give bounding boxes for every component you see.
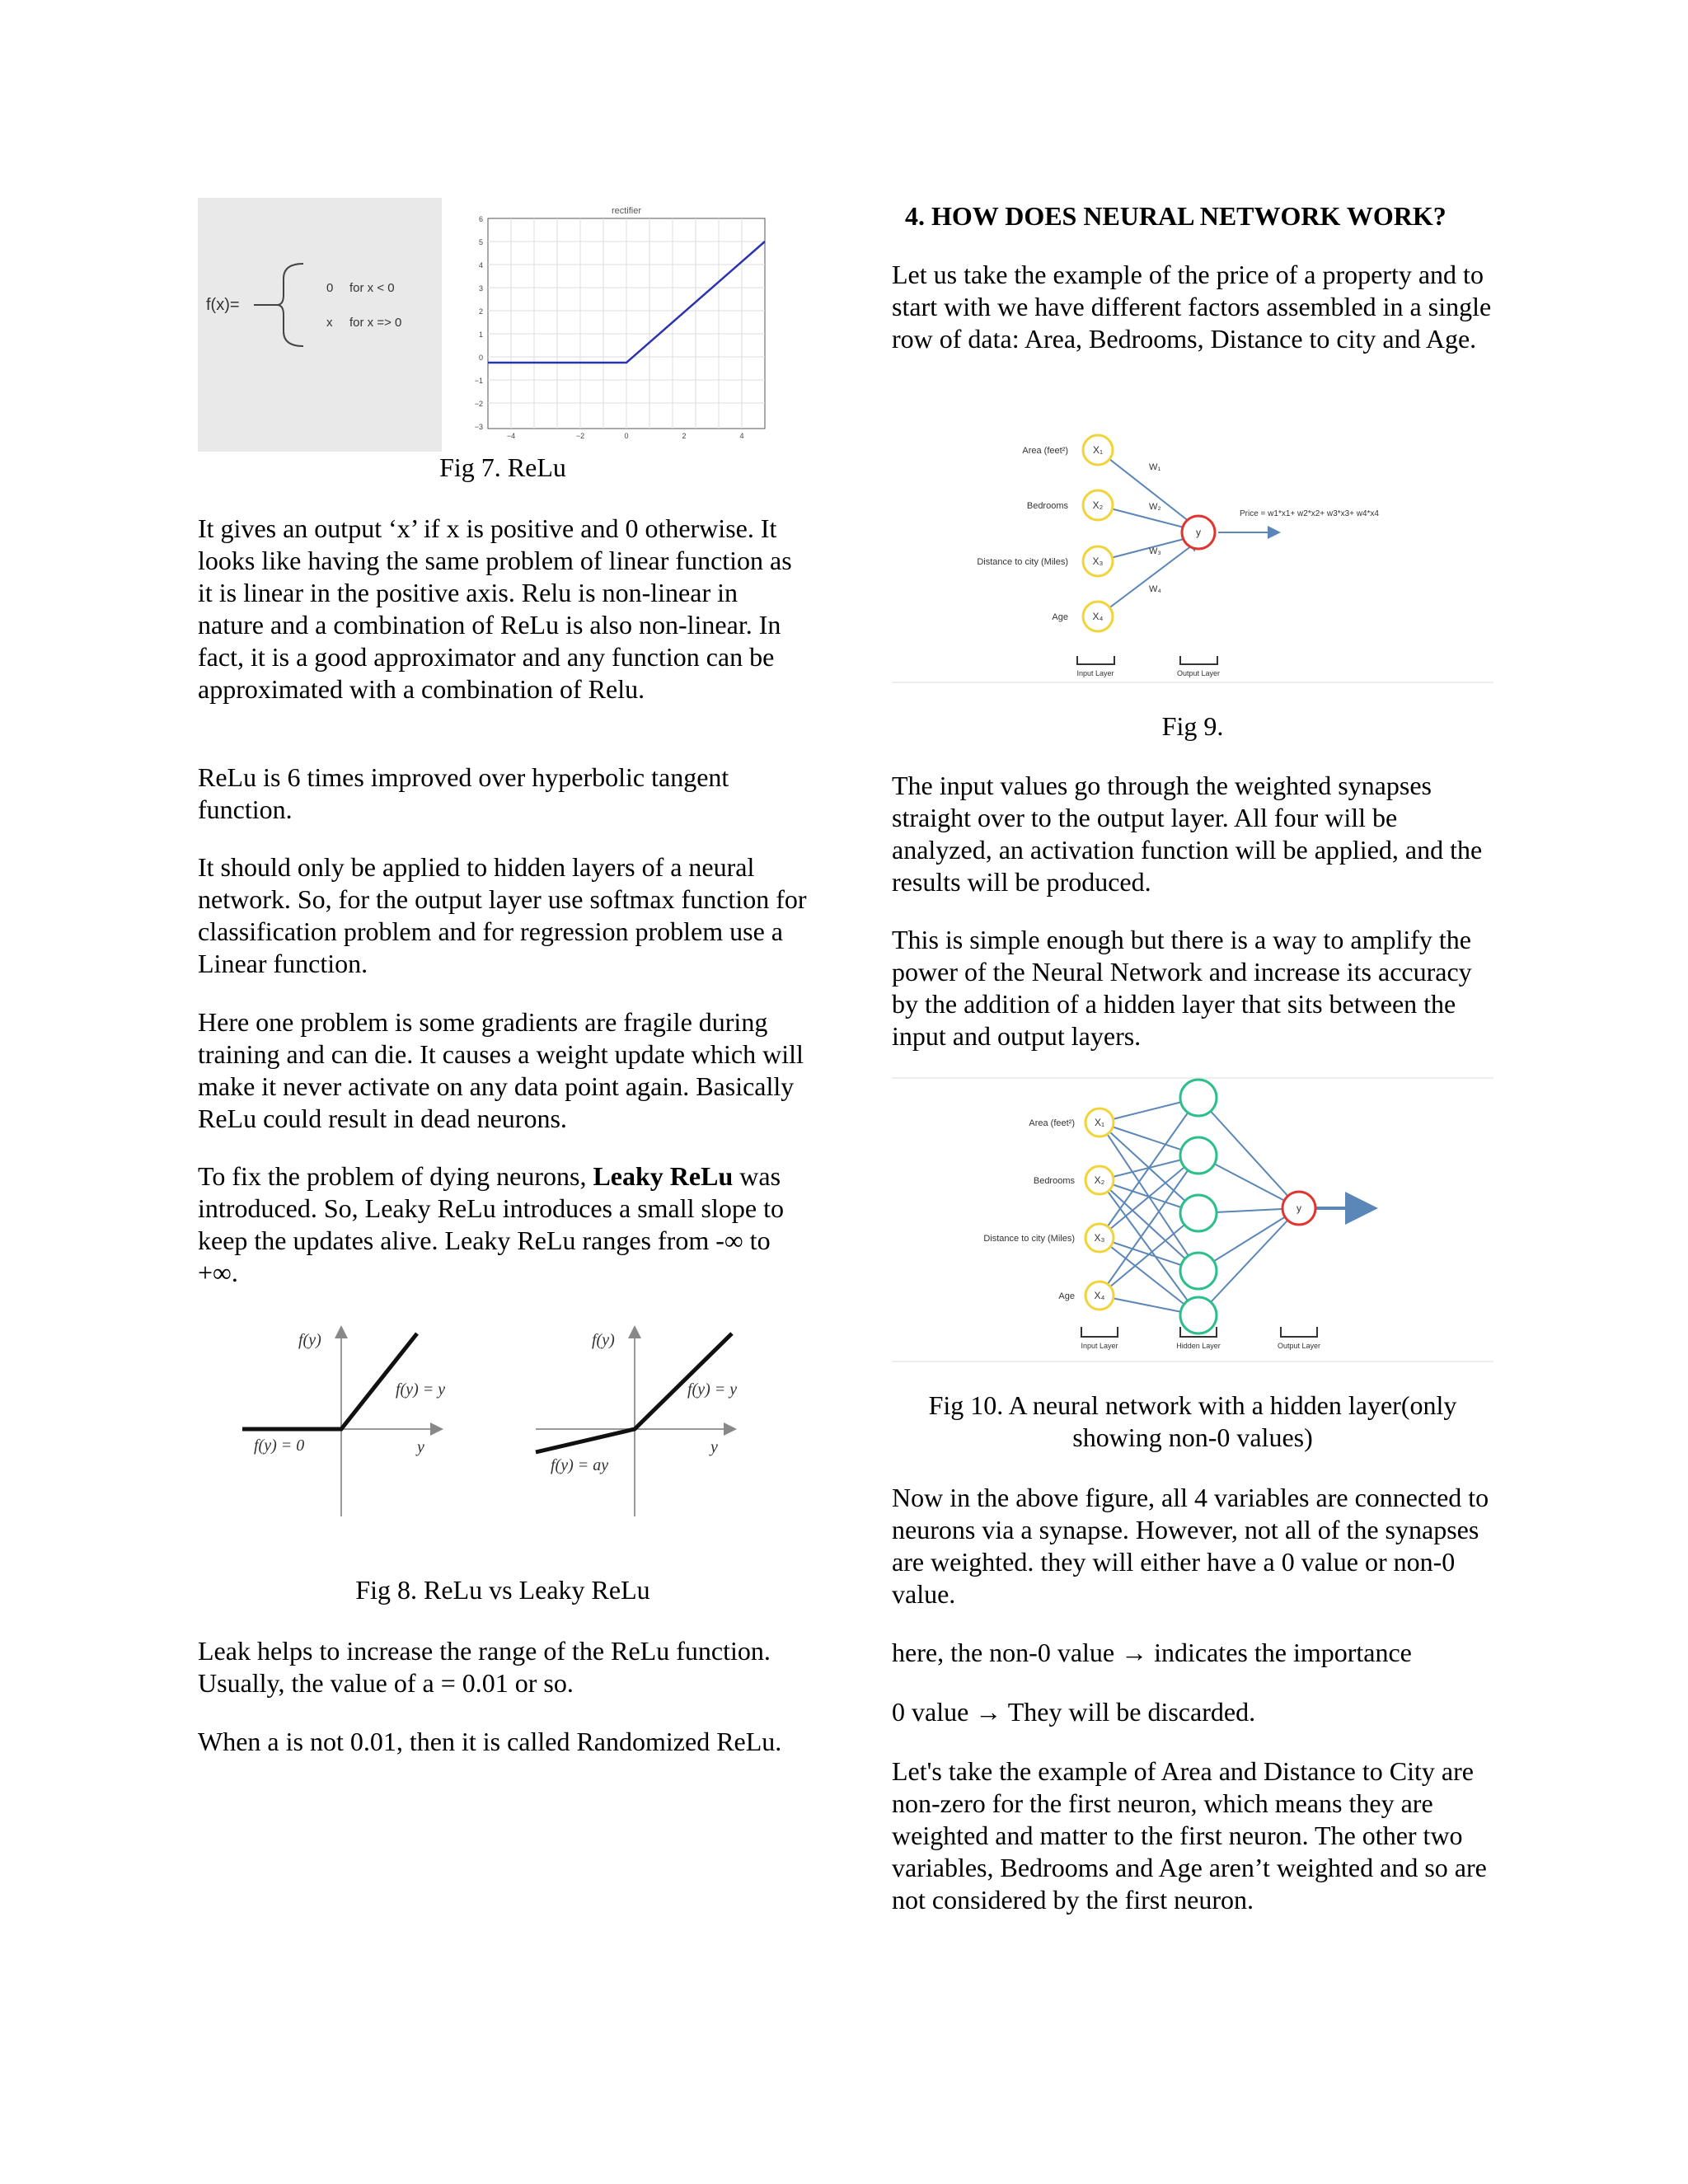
ytick: 6 bbox=[478, 215, 483, 223]
rectifier-plot-svg bbox=[445, 202, 775, 441]
weight-label: W₂ bbox=[1149, 502, 1161, 512]
ytick: 3 bbox=[478, 284, 483, 293]
ytick: 4 bbox=[478, 261, 483, 269]
formula-brace bbox=[277, 264, 303, 346]
hidden-node bbox=[1180, 1137, 1217, 1174]
output-layer-label: Output Layer bbox=[1277, 1342, 1321, 1350]
xtick: 2 bbox=[682, 432, 687, 440]
case0-condition: for x < 0 bbox=[349, 281, 395, 295]
fig10-caption-line2: showing non-0 values) bbox=[1072, 1422, 1313, 1452]
fig7-formula-svg bbox=[198, 198, 442, 452]
right-text: Let's take the example of Area and Distance to City are non-zero for the first neuron, which means they are weighted and matter to the first neuron. The other two variables, Bedrooms and Age aren’t weighted and so are not considered by the first neuron. bbox=[892, 1756, 1487, 1915]
fig10-caption bbox=[892, 1390, 1493, 1454]
left-text: ReLu is 6 times improved over hyperbolic tangent function. bbox=[198, 762, 729, 824]
relu-fy-eq-y: f(y) = y bbox=[396, 1380, 446, 1399]
left-para-1 bbox=[198, 513, 808, 705]
hidden-node bbox=[1180, 1253, 1217, 1289]
xtick: −4 bbox=[506, 432, 516, 440]
output-layer-bracket bbox=[1281, 1327, 1317, 1337]
right-para-3 bbox=[892, 924, 1493, 1052]
relu-curve bbox=[242, 1333, 417, 1429]
fig10-caption-line1: Fig 10. A neural network with a hidden layer(only bbox=[928, 1390, 1457, 1420]
input-node-label: X₄ bbox=[1094, 1290, 1105, 1301]
leaky-fy-label: f(y) bbox=[592, 1331, 615, 1349]
fig9-caption: Fig 9. bbox=[1161, 711, 1224, 741]
formula-lhs: f(x)= bbox=[206, 296, 240, 314]
left-text: To fix the problem of dying neurons, bbox=[198, 1161, 593, 1191]
weight-label: W₁ bbox=[1149, 462, 1161, 472]
right-text: This is simple enough but there is a way to amplify the power of the Neural Network and increase its accuracy by the addition of a hidden layer that sits between the input and output layers. bbox=[892, 925, 1472, 1051]
left-text: It should only be applied to hidden layers of a neural network. So, for the output layer use softmax function for classification problem and for regression problem use a Linear function. bbox=[198, 852, 807, 978]
hidden-node bbox=[1180, 1297, 1217, 1333]
right-text: 0 value → They will be discarded. bbox=[892, 1697, 1256, 1727]
input-label-distance: Distance to city (Miles) bbox=[977, 557, 1068, 567]
left-para-2 bbox=[198, 762, 808, 826]
input-label-distance: Distance to city (Miles) bbox=[983, 1234, 1075, 1244]
right-para-7 bbox=[892, 1755, 1493, 1916]
fig10-synapses bbox=[1100, 1098, 1365, 1315]
right-text: Now in the above figure, all 4 variables are connected to neurons via a synapse. However, not all of the synapses are weighted. they will either have a 0 value or non-0 value. bbox=[892, 1483, 1489, 1609]
weight-label: W₃ bbox=[1149, 546, 1161, 556]
right-para-2 bbox=[892, 770, 1493, 898]
fig7-formula-panel bbox=[198, 198, 442, 452]
hidden-node bbox=[1180, 1195, 1217, 1231]
right-para-5 bbox=[892, 1637, 1493, 1669]
relu-y-label: y bbox=[417, 1438, 424, 1456]
ytick: 5 bbox=[478, 238, 483, 246]
right-para-4 bbox=[892, 1482, 1493, 1610]
weight-label: W₄ bbox=[1149, 584, 1161, 594]
right-para-1 bbox=[892, 259, 1493, 355]
input-label-area: Area (feet²) bbox=[1029, 1118, 1075, 1128]
left-text: Here one problem is some gradients are fragile during training and can die. It causes a weight update which will make it never activate on any data point again. Basically ReLu could result in dead neurons. bbox=[198, 1007, 804, 1133]
right-para-6 bbox=[892, 1696, 1493, 1728]
hidden-layer-label: Hidden Layer bbox=[1176, 1342, 1221, 1350]
right-text: The input values go through the weighted synapses straight over to the output layer. All four will be analyzed, an activation function will be applied, and the results will be produced. bbox=[892, 771, 1483, 897]
fig10-svg bbox=[892, 1076, 1493, 1363]
left-text: Leak helps to increase the range of the ReLu function. Usually, the value of a = 0.01 or so. bbox=[198, 1636, 771, 1698]
section-heading: 4. HOW DOES NEURAL NETWORK WORK? bbox=[905, 201, 1447, 231]
price-formula: Price = w1*x1+ w2*x2+ w3*x3+ w4*x4 bbox=[1240, 509, 1379, 518]
leaky-y-label: y bbox=[710, 1438, 718, 1456]
input-node-label: X₃ bbox=[1092, 555, 1104, 567]
xtick: 0 bbox=[624, 432, 629, 440]
input-label-age: Age bbox=[1052, 612, 1068, 622]
leaky-fy-eq-y: f(y) = y bbox=[687, 1380, 738, 1399]
output-layer-label: Output Layer bbox=[1176, 669, 1221, 677]
xtick: −2 bbox=[575, 432, 585, 440]
hidden-node bbox=[1180, 1080, 1217, 1116]
ytick: 2 bbox=[478, 307, 483, 316]
left-text: It gives an output ‘x’ if x is positive and 0 otherwise. It looks like having the same problem of linear function as it is linear in the positive axis. Relu is non-linear in nature and a combination of ReLu is also non-linear. In fact, it is a good approximator and any function can be approximated with a combination of Relu. bbox=[198, 513, 792, 704]
left-text: was introduced. So, Leaky ReLu introduces a small slope to keep the updates alive. Leaky ReLu ranges from -∞ to +∞. bbox=[198, 1161, 784, 1287]
fig8-caption: Fig 8. ReLu vs Leaky ReLu bbox=[355, 1575, 650, 1605]
left-para-6 bbox=[198, 1635, 808, 1699]
fig8-svg bbox=[231, 1319, 775, 1516]
right-text: here, the non-0 value → indicates the importance bbox=[892, 1638, 1412, 1667]
input-label-area: Area (feet²) bbox=[1022, 446, 1068, 456]
fig9-svg bbox=[892, 417, 1493, 686]
fig7-plot bbox=[445, 202, 775, 441]
input-node-label: X₁ bbox=[1092, 444, 1104, 456]
output-node-label: y bbox=[1196, 527, 1201, 538]
ytick: −3 bbox=[474, 423, 483, 431]
output-layer-bracket bbox=[1180, 656, 1217, 664]
input-layer-bracket bbox=[1077, 656, 1114, 664]
ytick: −1 bbox=[474, 377, 483, 385]
fig10 bbox=[892, 1076, 1493, 1363]
input-layer-bracket bbox=[1081, 1327, 1118, 1337]
ytick: 0 bbox=[478, 354, 483, 362]
case0-value: 0 bbox=[326, 281, 334, 295]
leaky-fy-eq-ay: f(y) = ay bbox=[551, 1456, 609, 1474]
input-label-age: Age bbox=[1058, 1291, 1075, 1301]
input-node-label: X₂ bbox=[1092, 499, 1104, 511]
relu-fy-eq-0: f(y) = 0 bbox=[254, 1436, 305, 1455]
input-label-bedrooms: Bedrooms bbox=[1026, 501, 1068, 511]
right-text: Let us take the example of the price of a property and to start with we have different factors assembled in a single row of data: Area, Bedrooms, Distance to city and Age. bbox=[892, 260, 1492, 354]
left-para-5 bbox=[198, 1160, 808, 1289]
input-layer-label: Input Layer bbox=[1076, 669, 1114, 677]
xtick: 4 bbox=[739, 432, 744, 440]
left-para-4 bbox=[198, 1006, 808, 1135]
plot-title: rectifier bbox=[611, 206, 642, 216]
input-label-bedrooms: Bedrooms bbox=[1033, 1176, 1075, 1186]
input-layer-label: Input Layer bbox=[1081, 1342, 1118, 1350]
input-node-label: X₄ bbox=[1092, 611, 1104, 622]
left-para-7 bbox=[198, 1726, 808, 1758]
relu-fy-label: f(y) bbox=[298, 1331, 321, 1349]
fig9 bbox=[892, 417, 1493, 686]
ytick: 1 bbox=[478, 330, 483, 339]
case1-condition: for x => 0 bbox=[349, 316, 402, 330]
input-node-label: X₃ bbox=[1094, 1232, 1105, 1244]
fig8 bbox=[231, 1319, 775, 1516]
input-node-label: X₂ bbox=[1094, 1174, 1105, 1186]
ytick: −2 bbox=[474, 400, 483, 408]
left-para-3 bbox=[198, 851, 808, 980]
left-text: When a is not 0.01, then it is called Randomized ReLu. bbox=[198, 1727, 782, 1756]
leaky-relu-term: Leaky ReLu bbox=[593, 1161, 734, 1191]
input-node-label: X₁ bbox=[1094, 1117, 1105, 1128]
case1-value: x bbox=[326, 316, 333, 330]
output-node-label: y bbox=[1296, 1202, 1301, 1214]
fig7-caption: Fig 7. ReLu bbox=[439, 452, 566, 482]
